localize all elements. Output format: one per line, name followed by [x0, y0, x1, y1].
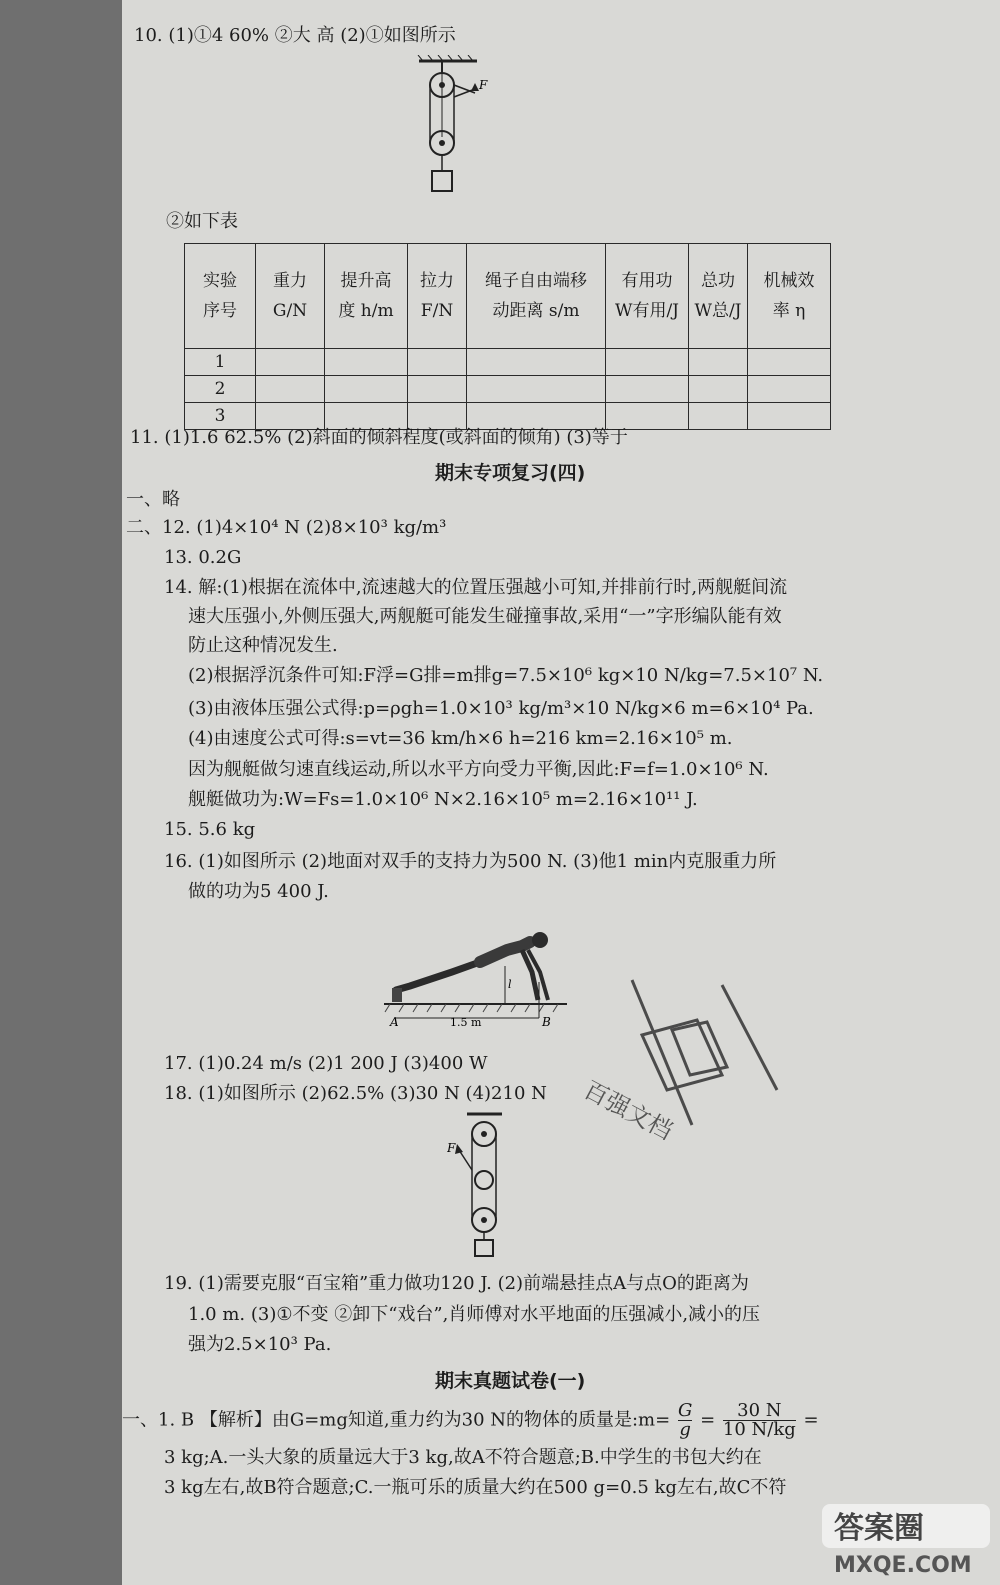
table-cell: [325, 376, 408, 403]
table-cell: [256, 349, 325, 376]
logo-bottom-text: MXQE.COM: [834, 1553, 972, 1578]
answer-q12: 二、12. (1)4×10⁴ N (2)8×10³ kg/m³: [126, 517, 447, 538]
answer-q19-line3: 强为2.5×10³ Pa.: [188, 1334, 332, 1355]
answer-q14-line6: (4)由速度公式可得:s=vt=36 km/h×6 h=216 km=2.16×10⁵ m.: [188, 728, 733, 749]
answer-q19-line2: 1.0 m. (3)①不变 ②卸下“戏台”,肖师傅对水平地面的压强减小,减小的压: [188, 1304, 761, 1325]
watermark-text: 百强文档: [579, 1075, 678, 1146]
table-cell: [467, 376, 606, 403]
watermark-stamp: [522, 975, 782, 1165]
answer-q14-line2: 速大压强小,外侧压强大,两舰艇可能发生碰撞事故,采用“一”字形编队能有效: [188, 606, 782, 627]
table-cell: [325, 349, 408, 376]
table-cell: [408, 376, 467, 403]
answer-q14-line8: 舰艇做功为:W=Fs=1.0×10⁶ N×2.16×10⁵ m=2.16×10¹¹ J.: [188, 789, 698, 810]
table-cell: [748, 403, 831, 430]
table-cell: 2: [185, 376, 256, 403]
table-cell: [689, 349, 748, 376]
table-cell: [606, 376, 689, 403]
answer-q15: 15. 5.6 kg: [164, 819, 256, 840]
table-cell: [689, 403, 748, 430]
answer-q14-line4: (2)根据浮沉条件可知:F浮=G排=m排g=7.5×10⁶ kg×10 N/kg=7.5×10⁷ N.: [188, 665, 824, 686]
pulley1-force-label: F: [479, 78, 488, 92]
table-row: [185, 376, 831, 403]
experiment-table: [184, 243, 831, 430]
table-header-cell: 机械效 率 η: [748, 244, 831, 349]
answer-q16-line1: 16. (1)如图所示 (2)地面对双手的支持力为500 N. (3)他1 min内克服重力所: [164, 851, 777, 872]
logo-top-text: 答案圈: [834, 1511, 924, 1546]
table-header-cell: 总功 W总/J: [689, 244, 748, 349]
answer-q11: 11. (1)1.6 62.5% (2)斜面的倾斜程度(或斜面的倾角) (3)等于: [130, 427, 628, 448]
table-header-cell: 绳子自由端移 动距离 s/m: [467, 244, 606, 349]
answer-q14-line1: 14. 解:(1)根据在流体中,流速越大的位置压强越小可知,并排前行时,两舰艇间流: [164, 577, 788, 598]
site-logo: [820, 1500, 992, 1580]
answer-q10: 10. (1)①4 60% ②大 高 (2)①如图所示: [134, 25, 456, 46]
pulley-figure-2: [447, 1110, 522, 1260]
table-cell: [748, 349, 831, 376]
table-cell: 3: [185, 403, 256, 430]
pulley2-force-label: F: [447, 1141, 456, 1155]
exam1-q1-line3: 3 kg左右,故B符合题意;C.一瓶可乐的质量大约在500 g=0.5 kg左右,故C不符: [164, 1477, 787, 1498]
answer-q13: 13. 0.2G: [164, 547, 242, 568]
answer-q14-line5: (3)由液体压强公式得:p=ρgh=1.0×10³ kg/m³×10 N/kg×6 m=6×10⁴ Pa.: [188, 698, 814, 719]
section-heading-review-4: 期末专项复习(四): [435, 462, 586, 484]
answer-section-1: 一、略: [126, 489, 180, 510]
table-cell: [256, 376, 325, 403]
answer-q16-line2: 做的功为5 400 J.: [188, 881, 329, 902]
answer-q19-line1: 19. (1)需要克服“百宝箱”重力做功120 J. (2)前端悬挂点A与点O的距离为: [164, 1273, 749, 1294]
table-header-cell: 有用功 W有用/J: [606, 244, 689, 349]
table-cell: [689, 376, 748, 403]
table-row: [185, 349, 831, 376]
answer-q17: 17. (1)0.24 m/s (2)1 200 J (3)400 W: [164, 1053, 488, 1074]
table-cell: 1: [185, 349, 256, 376]
section-heading-exam-1: 期末真题试卷(一): [435, 1370, 586, 1392]
table-cell: [748, 376, 831, 403]
answer-q14-line7: 因为舰艇做匀速直线运动,所以水平方向受力平衡,因此:F=f=1.0×10⁶ N.: [188, 759, 769, 780]
answer-q10-table-intro: ②如下表: [166, 211, 238, 232]
pushup-point-a: A: [390, 1015, 399, 1029]
pulley-figure-1: [417, 55, 497, 200]
table-header-cell: 实验 序号: [185, 244, 256, 349]
pushup-arm-label: l: [508, 978, 512, 991]
table-cell: [467, 349, 606, 376]
table-header-cell: 拉力 F/N: [408, 244, 467, 349]
answer-q18: 18. (1)如图所示 (2)62.5% (3)30 N (4)210 N: [164, 1083, 547, 1104]
table-header-cell: 提升高 度 h/m: [325, 244, 408, 349]
exam1-q1-line2: 3 kg;A.一头大象的质量远大于3 kg,故A不符合题意;B.中学生的书包大约在: [164, 1447, 762, 1468]
pushup-distance: 1.5 m: [450, 1016, 482, 1029]
exam1-q1-line1: 一、1. B 【解析】由G=mg知道,重力约为30 N的物体的质量是:m= $\frac{G}{g}$ = $\frac{30 N}{10 N/kg}$ =: [122, 1400, 819, 1440]
table-cell: [606, 349, 689, 376]
answer-q14-line3: 防止这种情况发生.: [188, 635, 338, 656]
pushup-point-b: B: [542, 1015, 551, 1029]
table-cell: [408, 349, 467, 376]
answer-page: [122, 0, 1000, 1585]
table-header-cell: 重力 G/N: [256, 244, 325, 349]
